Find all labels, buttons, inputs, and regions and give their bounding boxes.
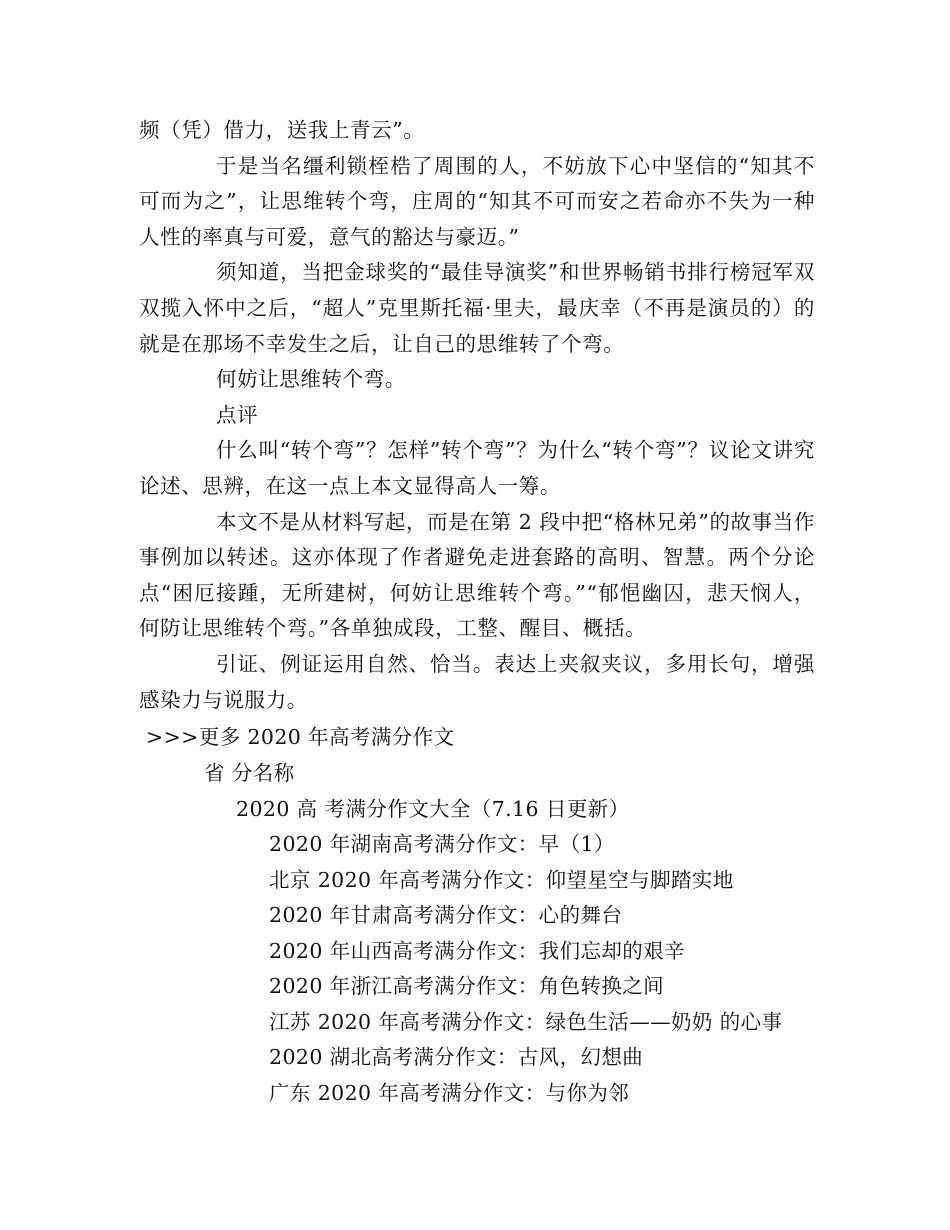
essay-link[interactable]: 2020 年浙江高考满分作文：角色转换之间 bbox=[269, 974, 665, 998]
commentary-paragraph: 引证、例证运用自然、恰当。表达上夹叙夹议，多用长句，增强感染力与说服力。 bbox=[139, 651, 815, 712]
commentary-heading: 点评 bbox=[216, 402, 259, 427]
essay-body bbox=[139, 113, 815, 718]
essay-paragraph: 何妨让思维转个弯。 bbox=[216, 367, 406, 392]
province-heading: 省 分名称 bbox=[204, 761, 295, 785]
essay-collection-link[interactable]: 2020 高 考满分作文大全（7.16 日更新） bbox=[236, 797, 630, 821]
essay-paragraph: 须知道，当把金球奖的“最佳导演奖”和世界畅销书排行榜冠军双双揽入怀中之后，“超人”克里斯托福·里夫，最庆幸（不再是演员的）的就是在那场不幸发生之后，让自己的思维转了个弯。 bbox=[139, 260, 815, 356]
essay-link[interactable]: 广东 2020 年高考满分作文：与你为邻 bbox=[269, 1080, 630, 1105]
essay-link[interactable]: 江苏 2020 年高考满分作文：绿色生活——奶奶 的心事 bbox=[269, 1009, 783, 1034]
essay-link[interactable]: 北京 2020 年高考满分作文：仰望星空与脚踏实地 bbox=[269, 867, 734, 892]
essay-link[interactable]: 2020 年湖南高考满分作文：早（1） bbox=[269, 832, 615, 856]
list-item bbox=[269, 863, 782, 899]
list-item bbox=[269, 934, 782, 970]
essay-link-list bbox=[269, 827, 782, 1111]
list-item bbox=[269, 898, 782, 934]
essay-paragraph: 于是当名缰利锁桎梏了周围的人，不妨放下心中坚信的“知其不可而为之”，让思维转个弯，庄周的“知其不可而安之若命亦不失为一种人性的率真与可爱，意气的豁达与豪迈。” bbox=[139, 153, 815, 249]
list-item bbox=[269, 969, 782, 1005]
list-item bbox=[269, 1076, 782, 1112]
commentary-paragraph: 本文不是从材料写起，而是在第 2 段中把“格林兄弟”的故事当作事例加以转述。这亦体现了作者避免走进套路的高明、智慧。两个分论点“困厄接踵，无所建树，何妨让思维转个弯。”“郁悒幽囚，悲天悯人，何防让思维转个弯。”各单独成段，工整、醒目、概括。 bbox=[139, 509, 815, 641]
essay-paragraph: 频（凭）借力，送我上青云”。 bbox=[139, 118, 425, 142]
more-essays-link[interactable]: >>>更多 2020 年高考满分作文 bbox=[146, 725, 455, 749]
essay-link[interactable]: 2020 年山西高考满分作文：我们忘却的艰辛 bbox=[269, 938, 685, 963]
list-item bbox=[269, 827, 782, 863]
list-item bbox=[269, 1005, 782, 1041]
essay-link[interactable]: 2020 湖北高考满分作文：古风，幻想曲 bbox=[269, 1045, 644, 1069]
commentary-paragraph: 什么叫“转个弯”？怎样”转个弯”？为什么“转个弯”？议论文讲究论述、思辨，在这一点上本文显得高人一筹。 bbox=[139, 438, 815, 498]
list-item bbox=[269, 1040, 782, 1076]
essay-link[interactable]: 2020 年甘肃高考满分作文：心的舞台 bbox=[269, 903, 623, 927]
